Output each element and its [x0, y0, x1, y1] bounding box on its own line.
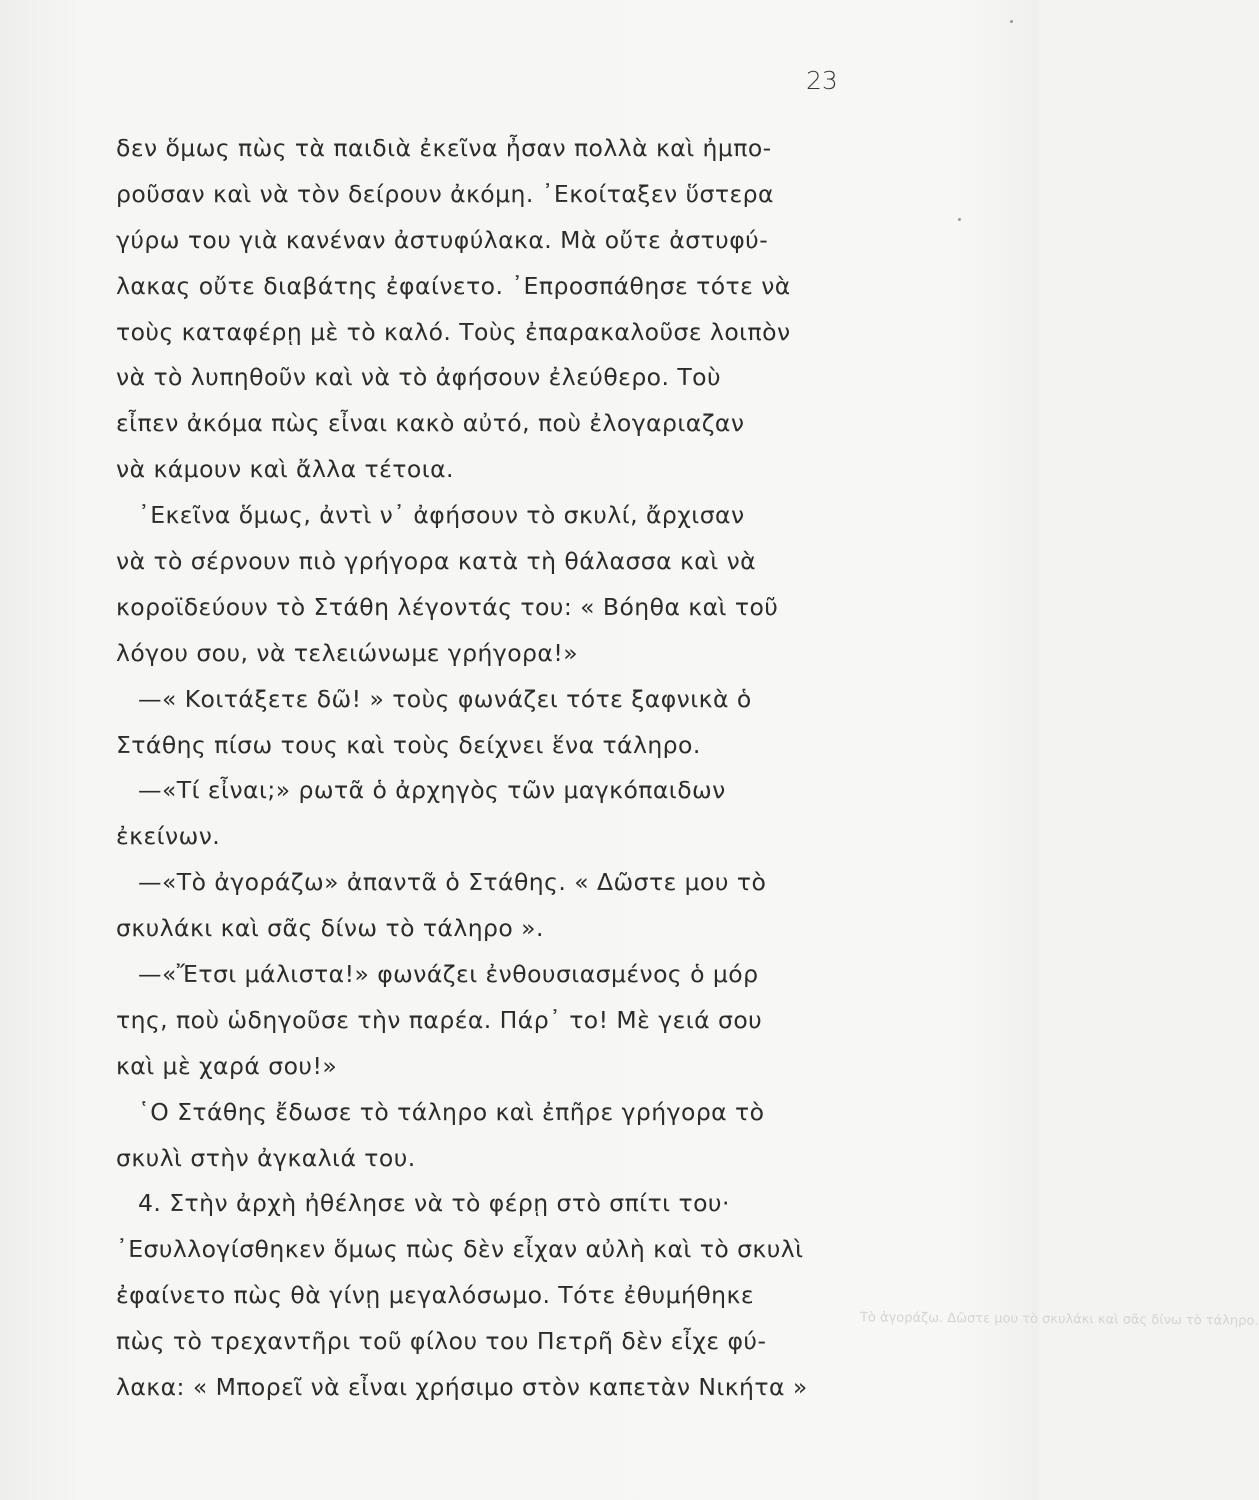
text-line: τοὺς καταφέρῃ μὲ τὸ καλό. Τοὺς ἐπαρακαλοῦσε λοιπὸν: [116, 317, 791, 346]
text-line: ροῦσαν καὶ νὰ τὸν δείρουν ἀκόμη. ᾿Εκοίταξεν ὕστερα: [116, 179, 774, 208]
text-line: Στάθης πίσω τους καὶ τοὺς δείχνει ἕνα τάληρο.: [116, 730, 701, 759]
text-line: 4. Στὴν ἀρχὴ ἠθέλησε νὰ τὸ φέρῃ στὸ σπίτι του·: [138, 1189, 730, 1218]
text-line: σκυλὶ στὴν ἀγκαλιά του.: [116, 1143, 416, 1172]
text-line: λακα: « Μπορεῖ νὰ εἶναι χρήσιμο στὸν καπετὰν Νικήτα »: [116, 1373, 808, 1402]
text-line: νὰ τὸ λυπηθοῦν καὶ νὰ τὸ ἀφήσουν ἐλεύθερο. Τοὺ: [116, 363, 722, 392]
body-text: [116, 126, 896, 1411]
text-line: —«Ἔτσι μάλιστα!» φωνάζει ἐνθουσιασμένος ὁ μόρ: [138, 960, 759, 989]
text-line: —«Τὸ ἀγοράζω» ἀπαντᾶ ὁ Στάθης. « Δῶστε μου τὸ: [138, 868, 767, 897]
text-line: ᾿Εσυλλογίσθηκεν ὅμως πὼς δὲν εἶχαν αὐλὴ καὶ τὸ σκυλὶ: [116, 1235, 804, 1264]
text-line: ἐφαίνετο πὼς θὰ γίνῃ μεγαλόσωμο. Τότε ἐθυμήθηκε: [116, 1281, 754, 1310]
text-line: νὰ κάμουν καὶ ἄλλα τέτοια.: [116, 455, 454, 484]
text-line: νὰ τὸ σέρνουν πιὸ γρήγορα κατὰ τὴ θάλασσα καὶ νὰ: [116, 547, 757, 576]
text-line: δεν ὅμως πὼς τὰ παιδιὰ ἐκεῖνα ἦσαν πολλὰ καὶ ἠμπο-: [116, 134, 772, 162]
text-line: γύρω του γιὰ κανέναν ἀστυφύλακα. Μὰ οὔτε ἀστυφύ-: [116, 225, 769, 254]
text-line: —« Κοιτάξετε δῶ! » τοὺς φωνάζει τότε ξαφνικὰ ὁ: [138, 684, 752, 713]
show-through-text: Τὸ ἀγοράζω. Δῶστε μου τὸ σκυλάκι καὶ σᾶς δίνω τὸ τάληρο.: [859, 1310, 1259, 1329]
text-line: ῾Ο Στάθης ἔδωσε τὸ τάληρο καὶ ἐπῆρε γρήγορα τὸ: [138, 1097, 765, 1126]
text-line: σκυλάκι καὶ σᾶς δίνω τὸ τάληρο ».: [116, 914, 544, 943]
text-line: κοροϊδεύουν τὸ Στάθη λέγοντάς του: « Βόηθα καὶ τοῦ: [116, 592, 779, 621]
text-line: καὶ μὲ χαρά σου!»: [116, 1051, 338, 1080]
text-line: λακας οὔτε διαβάτης ἐφαίνετο. ᾿Επροσπάθησε τότε νὰ: [116, 271, 791, 300]
text-line: ᾿Εκεῖνα ὅμως, ἀντὶ ν᾿ ἀφήσουν τὸ σκυλί, ἄρχισαν: [138, 501, 745, 530]
paper-speck: [958, 218, 961, 221]
paper-speck: [1010, 20, 1013, 23]
text-line: εἶπεν ἀκόμα πὼς εἶναι κακὸ αὐτό, ποὺ ἐλογαριαζαν: [116, 409, 745, 438]
page-number: 23: [806, 66, 838, 95]
text-line: —«Τί εἶναι;» ρωτᾶ ὁ ἀρχηγὸς τῶν μαγκόπαιδων: [138, 776, 726, 805]
text-line: ἐκείνων.: [116, 822, 221, 851]
text-line: της, ποὺ ὡδηγοῦσε τὴν παρέα. Πάρ᾿ το! Μὲ γειά σου: [116, 1005, 763, 1034]
text-line: λόγου σου, νὰ τελειώνωμε γρήγορα!»: [116, 638, 579, 667]
text-line: πὼς τὸ τρεχαντῆρι τοῦ φίλου του Πετρῆ δὲν εἶχε φύ-: [116, 1327, 767, 1356]
